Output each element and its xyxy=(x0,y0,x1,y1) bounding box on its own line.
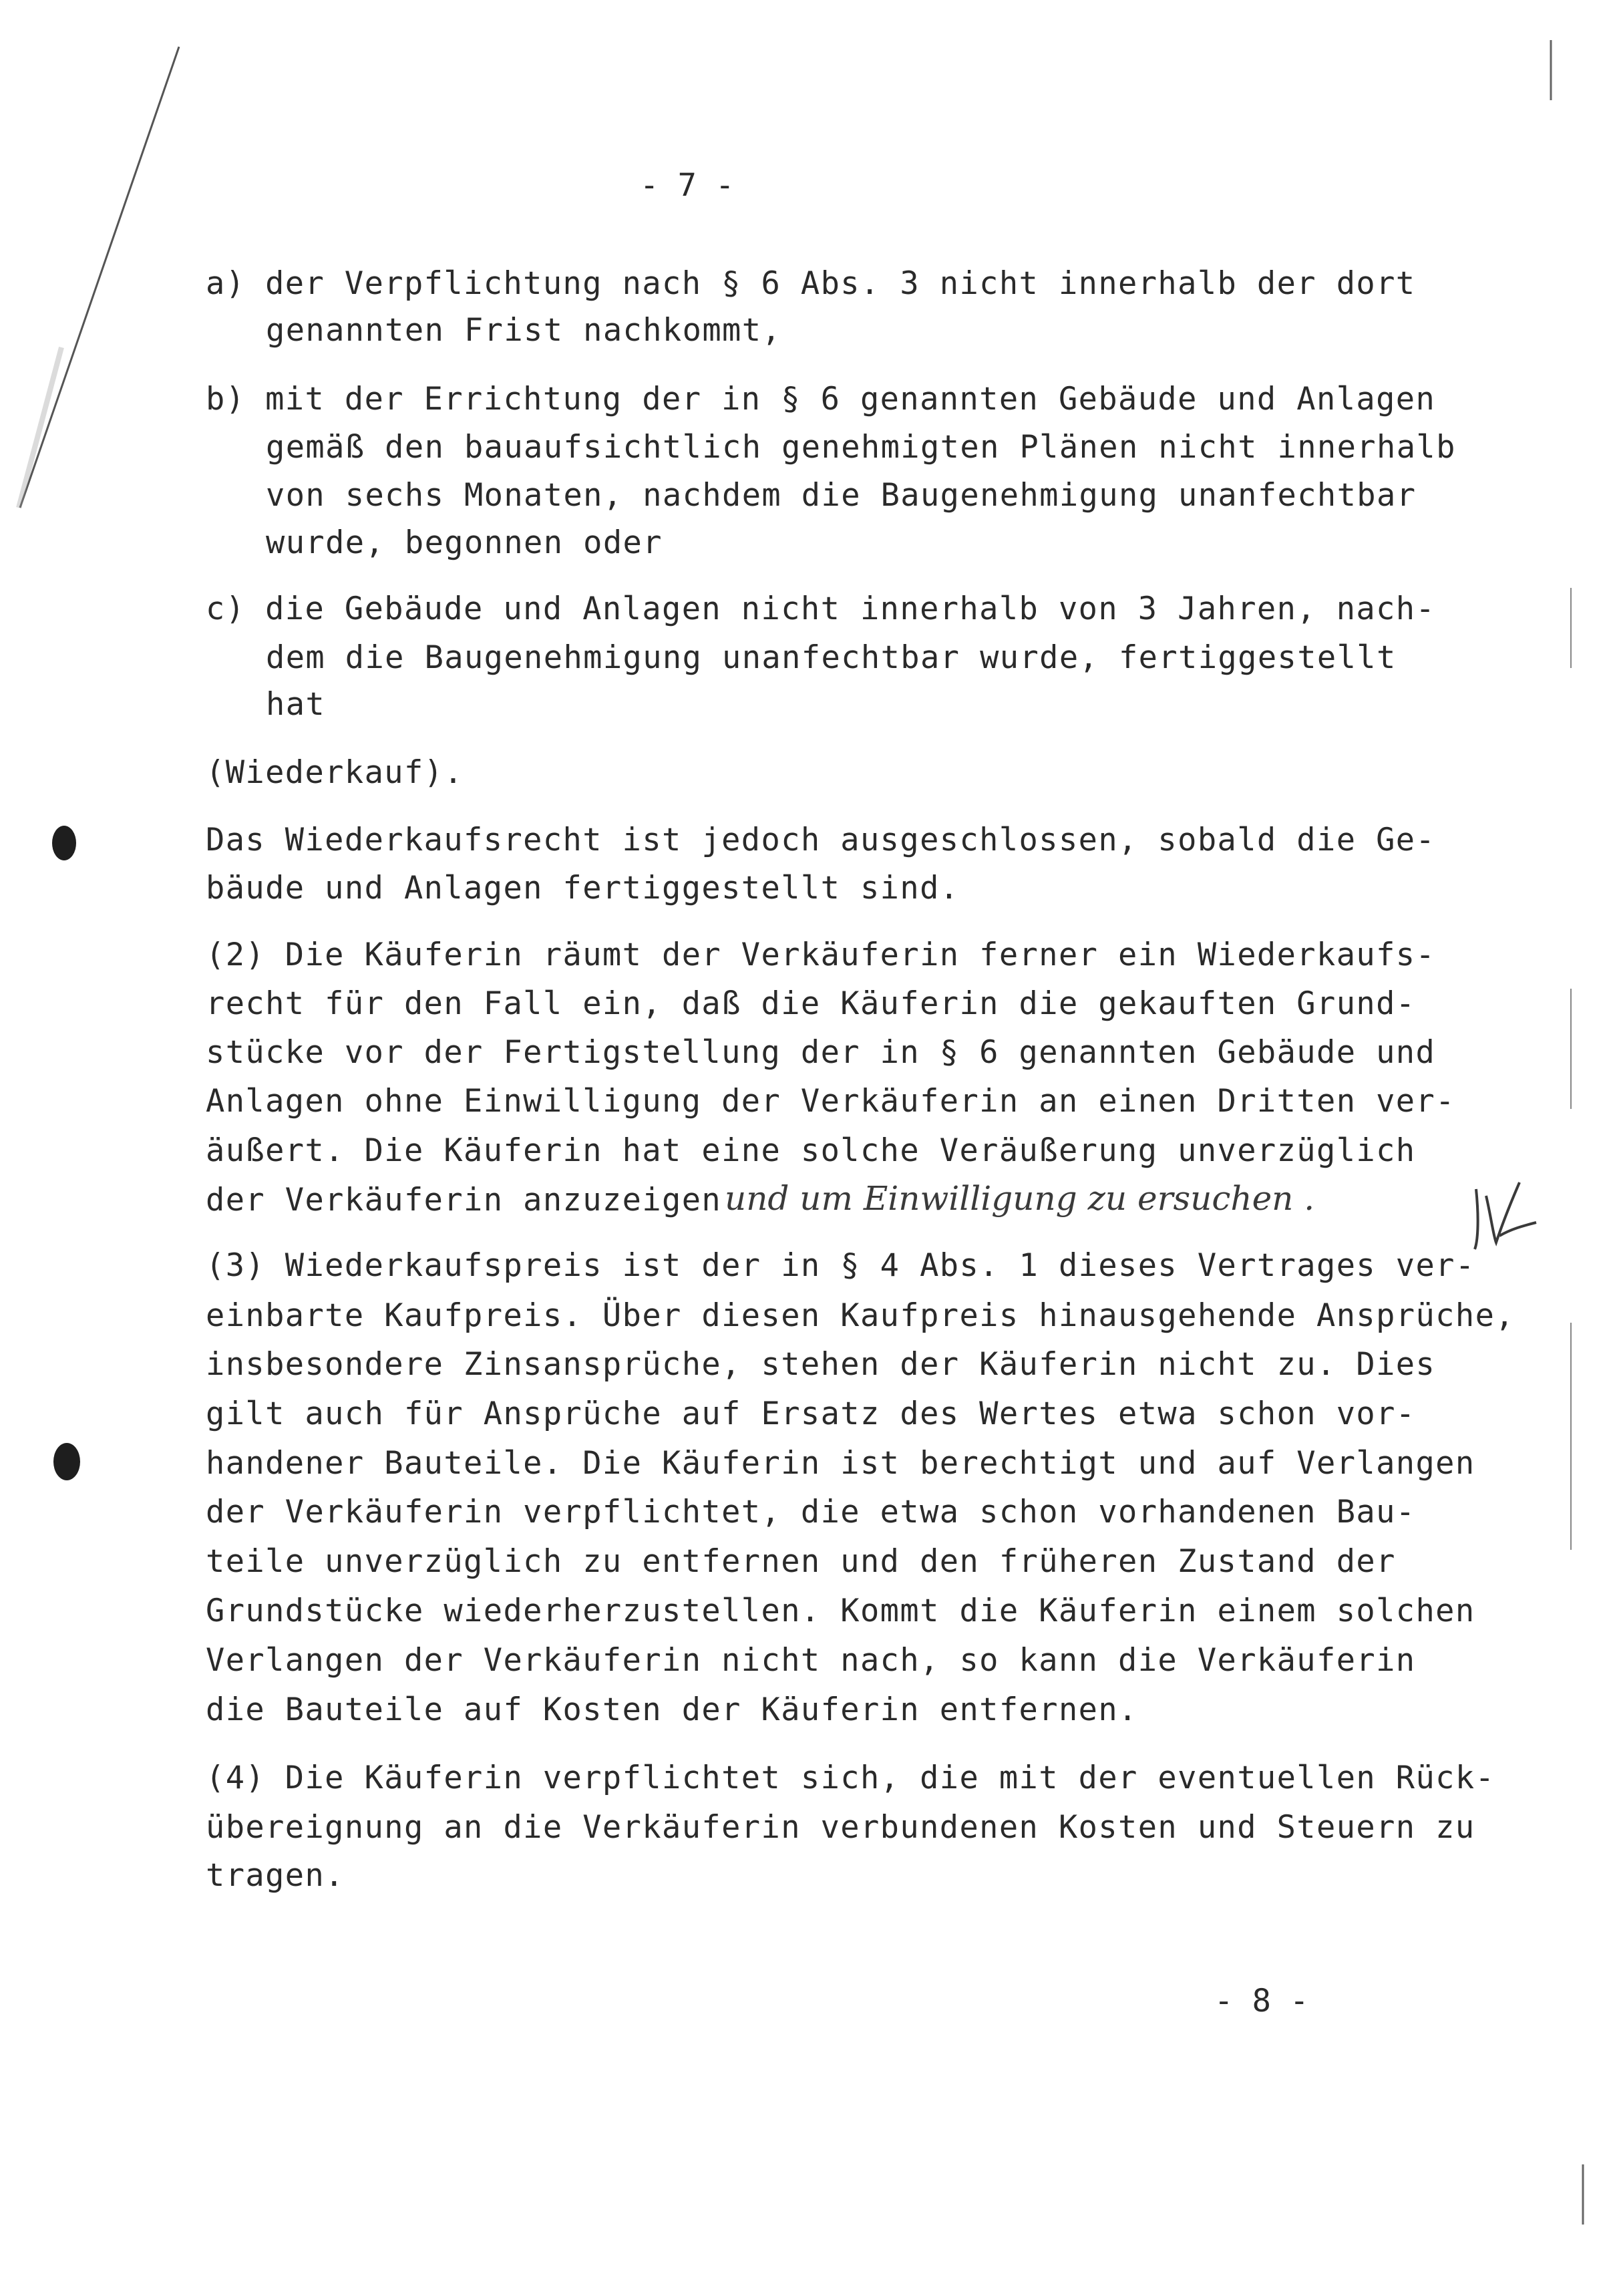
clause-c-line-3: hat xyxy=(266,686,326,723)
margin-smudge xyxy=(19,347,61,508)
margin-pen-stroke xyxy=(20,47,179,508)
page-number-header: - 7 - xyxy=(640,167,735,204)
punch-hole-top xyxy=(52,826,76,860)
para3-line-9: Verlangen der Verkäuferin nicht nach, so kann die Verkäuferin xyxy=(206,1642,1416,1679)
clause-c-line-1: c) die Gebäude und Anlagen nicht innerhalb von 3 Jahren, nach- xyxy=(206,591,1436,627)
para2-line-2: recht für den Fall ein, daß die Käuferin die gekauften Grund- xyxy=(206,985,1416,1022)
page-number-footer: - 8 - xyxy=(1214,1983,1309,2019)
para4-line-3: tragen. xyxy=(206,1857,345,1894)
para3-line-5: handener Bauteile. Die Käuferin ist berechtigt und auf Verlangen xyxy=(206,1445,1475,1482)
clause-a-line-1: a) der Verpflichtung nach § 6 Abs. 3 nicht innerhalb der dort xyxy=(206,265,1416,302)
para4-line-2: übereignung an die Verkäuferin verbundenen Kosten und Steuern zu xyxy=(206,1809,1475,1846)
clause-c-line-2: dem die Baugenehmigung unanfechtbar wurde, fertiggestellt xyxy=(266,639,1397,676)
para2-line-3: stücke vor der Fertigstellung der in § 6 genannten Gebäude und xyxy=(206,1034,1436,1071)
para2-line-6: der Verkäuferin anzuzeigen xyxy=(206,1182,722,1218)
clause-b-line-2: gemäß den bauaufsichtlich genehmigten Plänen nicht innerhalb xyxy=(266,429,1456,466)
para3-line-8: Grundstücke wiederherzustellen. Kommt die Käuferin einem solchen xyxy=(206,1593,1475,1629)
clause-b-line-1: b) mit der Errichtung der in § 6 genannten Gebäude und Anlagen xyxy=(206,381,1436,418)
clause-b-line-4: wurde, begonnen oder xyxy=(266,524,663,561)
handwritten-initials-signature xyxy=(1475,1182,1536,1249)
para3-line-3: insbesondere Zinsansprüche, stehen der Käuferin nicht zu. Dies xyxy=(206,1346,1436,1383)
para2-line-5: äußert. Die Käuferin hat eine solche Veräußerung unverzüglich xyxy=(206,1132,1416,1169)
para3-line-6: der Verkäuferin verpflichtet, die etwa schon vorhandenen Bau- xyxy=(206,1494,1416,1530)
handwritten-insert: und um Einwilligung zu ersuchen . xyxy=(725,1179,1315,1218)
para2-line-1: (2) Die Käuferin räumt der Verkäuferin ferner ein Wiederkaufs- xyxy=(206,937,1436,973)
exclusion-line-1: Das Wiederkaufsrecht ist jedoch ausgeschlossen, sobald die Ge- xyxy=(206,822,1436,858)
wiederkauf-label: (Wiederkauf). xyxy=(206,754,464,791)
para3-line-4: gilt auch für Ansprüche auf Ersatz des Wertes etwa schon vor- xyxy=(206,1396,1416,1432)
para4-line-1: (4) Die Käuferin verpflichtet sich, die mit der eventuellen Rück- xyxy=(206,1760,1495,1796)
para3-line-7: teile unverzüglich zu entfernen und den früheren Zustand der xyxy=(206,1543,1396,1580)
para3-line-10: die Bauteile auf Kosten der Käuferin entfernen. xyxy=(206,1691,1138,1728)
punch-hole-bottom xyxy=(53,1443,80,1480)
clause-b-line-3: von sechs Monaten, nachdem die Baugenehmigung unanfechtbar xyxy=(266,477,1417,514)
para2-line-4: Anlagen ohne Einwilligung der Verkäuferin an einen Dritten ver- xyxy=(206,1083,1455,1120)
para3-line-1: (3) Wiederkaufspreis ist der in § 4 Abs. 1 dieses Vertrages ver- xyxy=(206,1247,1475,1284)
para3-line-2: einbarte Kaufpreis. Über diesen Kaufpreis hinausgehende Ansprüche, xyxy=(206,1297,1515,1334)
exclusion-line-2: bäude und Anlagen fertiggestellt sind. xyxy=(206,870,960,907)
clause-a-line-2: genannten Frist nachkommt, xyxy=(266,312,782,349)
